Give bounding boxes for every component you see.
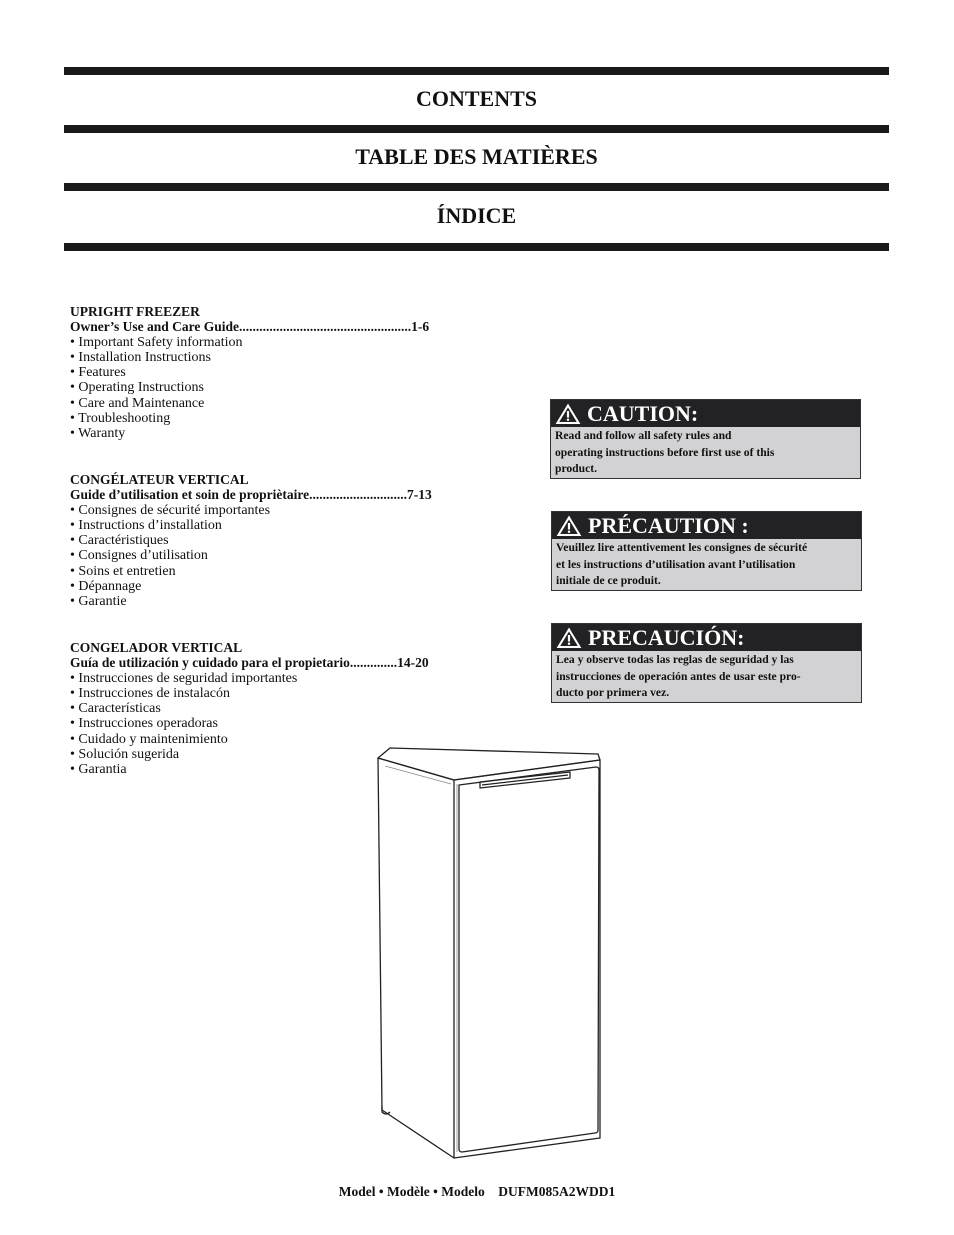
toc-item: • Consignes de sécurité importantes xyxy=(70,502,271,518)
precaucion-line: instrucciones de operación antes de usar este pro- xyxy=(556,669,801,683)
precaution-line: et les instructions d’utilisation avant l’utilisation xyxy=(556,557,796,571)
caution-line: Read and follow all safety rules and xyxy=(555,429,732,442)
warning-triangle-icon xyxy=(556,515,582,537)
toc-item: • Instrucciones operadoras xyxy=(70,716,218,732)
toc-item: • Important Safety information xyxy=(70,334,243,350)
toc-item: • Care and Maintenance xyxy=(70,395,205,411)
section-title: CONGELADOR VERTICAL xyxy=(70,640,243,655)
toc-item: • Instructions d’installation xyxy=(70,517,222,533)
precaucion-title: PRECAUCIÓN: xyxy=(588,624,745,650)
toc-item: • Instrucciones de instalacón xyxy=(70,685,231,701)
toc-item: • Features xyxy=(70,365,126,381)
warning-triangle-icon xyxy=(555,403,581,425)
heading-table-des-matieres: TABLE DES MATIÈRES xyxy=(355,144,598,169)
heading-rule-top xyxy=(64,67,889,75)
toc-item: • Solución sugerida xyxy=(70,747,180,763)
caution-line: operating instructions before first use of this xyxy=(555,445,775,459)
toc-item: • Soins et entretien xyxy=(70,563,176,579)
toc-item: • Instrucciones de seguridad importantes xyxy=(70,670,298,686)
toc-item: • Características xyxy=(70,701,161,717)
heading-indice: ÍNDICE xyxy=(436,203,517,228)
section-title: UPRIGHT FREEZER xyxy=(70,304,200,319)
caution-line: product. xyxy=(555,462,597,475)
caution-header xyxy=(551,400,860,427)
toc-item: • Troubleshooting xyxy=(70,411,171,427)
toc-item: • Waranty xyxy=(70,426,126,442)
warning-triangle-icon xyxy=(556,627,582,649)
section-guide-entry[interactable]: Guide d’utilisation et soin de propriètaire.............................7-13 xyxy=(70,487,432,503)
precaution-line: Veuillez lire attentivement les consignes de sécurité xyxy=(556,541,808,554)
precaucion-line: ducto por primera vez. xyxy=(556,686,670,699)
toc-item: • Cuidado y maintenimiento xyxy=(70,731,228,747)
toc-item: • Installation Instructions xyxy=(70,349,211,365)
heading-rule-bottom xyxy=(64,243,889,251)
precaucion-line: Lea y observe todas las reglas de seguridad y las xyxy=(556,653,794,666)
section-title: CONGÉLATEUR VERTICAL xyxy=(70,472,249,487)
caution-box xyxy=(550,399,861,479)
section-guide-entry[interactable]: Guía de utilización y cuidado para el propietario..............14-20 xyxy=(70,655,429,671)
precaucion-header xyxy=(552,624,861,651)
heading-rule-2 xyxy=(64,125,889,133)
caution-text xyxy=(551,427,860,478)
toc-section-french xyxy=(70,472,432,610)
toc-item: • Garantie xyxy=(70,594,127,610)
toc-section-english xyxy=(70,304,429,442)
toc-item: • Consignes d’utilisation xyxy=(70,548,208,564)
precaution-line: initiale de ce produit. xyxy=(556,574,661,587)
precaution-header xyxy=(552,512,861,539)
caution-title: CAUTION: xyxy=(587,400,699,426)
heading-contents: CONTENTS xyxy=(415,86,538,111)
precaucion-box xyxy=(551,623,862,703)
toc-item: • Garantia xyxy=(70,762,127,778)
precaution-title: PRÉCAUTION : xyxy=(588,512,749,538)
toc-item: • Dépannage xyxy=(70,579,142,595)
model-number-line: Model • Modèle • Modelo DUFM085A2WDD1 xyxy=(338,1184,616,1199)
upright-freezer-illustration xyxy=(370,740,610,1170)
precaution-box xyxy=(551,511,862,591)
toc-item: • Caractéristiques xyxy=(70,533,169,549)
precaucion-text xyxy=(552,651,861,702)
precaution-text xyxy=(552,539,861,590)
section-guide-entry[interactable]: Owner’s Use and Care Guide...................................................1-6 xyxy=(70,319,430,335)
heading-rule-3 xyxy=(64,183,889,191)
toc-item: • Operating Instructions xyxy=(70,380,204,396)
